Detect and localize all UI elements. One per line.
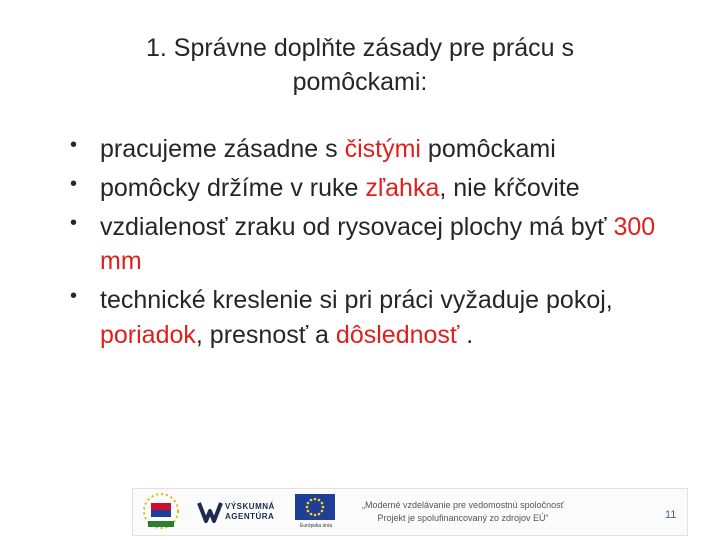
bullet-icon: • [70, 172, 78, 195]
answer-highlight: zľahka [365, 173, 440, 202]
slogan-line-1: „Moderné vzdelávanie pre vedomostnú spoločnosť [362, 500, 564, 510]
item-text: vzdialenosť zraku od rysovacej plochy má byť [100, 212, 614, 241]
item-text: pracujeme zásadne s [100, 135, 345, 163]
item-text: , nie kŕčovite [439, 173, 580, 202]
item-text: pomôcky držíme v ruke [100, 173, 366, 202]
bullet-icon: • [70, 211, 78, 234]
item-text: pomôckami [420, 135, 556, 163]
item-text: technické kreslenie si pri práci vyžaduje pokoj, [100, 286, 613, 314]
list-item [60, 283, 680, 353]
answer-highlight: 300 mm [100, 212, 656, 276]
principles-list [60, 132, 680, 357]
slide-title-line-2: pomôckami: [292, 67, 428, 96]
list-item [60, 171, 680, 206]
agency-name-line-1: VÝSKUMNÁ [225, 502, 275, 511]
item-text: , presnosť a [195, 320, 336, 349]
eu-caption: Európska únia [300, 523, 332, 529]
bullet-icon: • [70, 285, 78, 307]
answer-highlight: dôslednosť [335, 320, 460, 349]
answer-highlight: čistými [344, 135, 421, 163]
list-item [60, 210, 680, 280]
eu-flag-icon [295, 494, 335, 520]
project-slogan [353, 499, 573, 525]
list-item [60, 132, 680, 167]
research-agency-logo [197, 499, 297, 527]
answer-highlight: poriadok [100, 320, 196, 349]
item-text: . [459, 320, 474, 349]
slogan-line-2: Projekt je spolufinancovaný zo zdrojov EÚ“ [377, 513, 549, 523]
agency-mark-icon [197, 499, 223, 525]
slide-title-line-1: 1. Správne doplňte zásady pre prácu s [145, 34, 575, 62]
page-number: 11 [665, 509, 677, 521]
footer-logo-strip [132, 488, 688, 536]
school-logo-icon [139, 491, 183, 533]
agency-name-line-2: AGENTÚRA [225, 512, 275, 521]
bullet-icon: • [70, 134, 78, 156]
slide-title [60, 32, 660, 100]
